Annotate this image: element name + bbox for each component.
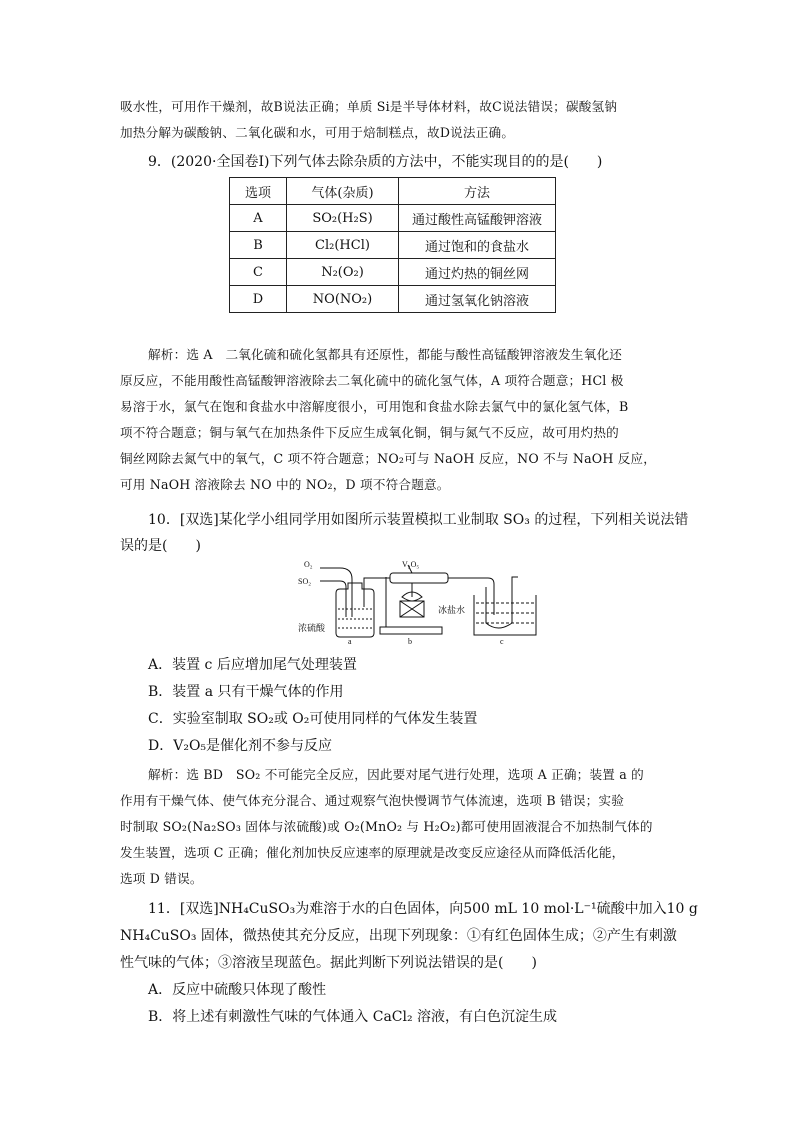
u-tube-c <box>486 587 512 628</box>
q9-solution-line-6: 可用 NaOH 溶液除去 NO 中的 NO₂，D 项不符合题意。 <box>120 477 450 492</box>
q10-solution-line-4: 发生装置，选项 C 正确；催化剂加快反应速率的原理就是改变反应途径从而降低活化能， <box>120 845 625 860</box>
label-ice: 冰盐水 <box>438 605 466 615</box>
table-cell: A <box>230 205 287 232</box>
table-row <box>230 259 556 286</box>
q9-solution-line-4: 项不符合题意；铜与氧气在加热条件下反应生成氧化铜，铜与氮气不反应，故可用灼热的 <box>120 425 619 440</box>
table-cell: C <box>230 259 287 286</box>
intro-line-1: 吸水性，可用作干燥剂，故B说法正确；单质 Si是半导体材料，故C说法错误；碳酸氢钠 <box>120 99 618 114</box>
table-header: 选项 <box>230 178 287 205</box>
table-header: 方法 <box>399 178 556 205</box>
ice-bath-beaker <box>474 595 536 635</box>
table-cell: NO(NO₂) <box>287 286 399 313</box>
label-acid: 浓硫酸 <box>298 623 326 633</box>
label-a: a <box>348 637 352 646</box>
table-row <box>230 232 556 259</box>
table-cell: N₂(O₂) <box>287 259 399 286</box>
q10-solution-line-2: 作用有干燥气体、使气体充分混合、通过观察气泡快慢调节气体流速，选项 B 错误；实验 <box>120 793 625 808</box>
label-c: c <box>500 637 504 646</box>
q11-option-b: B．将上述有刺激性气味的气体通入 CaCl₂ 溶液，有白色沉淀生成 <box>148 1009 558 1025</box>
table-cell: B <box>230 232 287 259</box>
q11-option-a: A．反应中硫酸只体现了酸性 <box>148 982 327 998</box>
q10-option-b: B．装置 a 只有干燥气体的作用 <box>148 684 344 700</box>
table-header-row <box>230 178 556 205</box>
q10-solution-line-3: 时制取 SO₂(Na₂SO₃ 固体与浓硫酸)或 O₂(MnO₂ 与 H₂O₂)都可使用固液混合不加热制气体的 <box>120 819 653 834</box>
q10-stem-line-1: 10．[双选]某化学小组同学用如图所示装置模拟工业制取 SO₃ 的过程，下列相关说法错 <box>148 512 689 528</box>
q11-stem-line-1: 11．[双选]NH₄CuSO₃为难溶于水的白色固体，向500 mL 10 mol·L⁻¹硫酸中加入10 g <box>148 901 698 917</box>
q10-option-a: A．装置 c 后应增加尾气处理装置 <box>148 657 357 673</box>
table-cell: 通过饱和的食盐水 <box>399 232 556 259</box>
table-row <box>230 205 556 232</box>
q10-solution-line-5: 选项 D 错误。 <box>120 871 203 886</box>
q9-solution-line-5: 铜丝网除去氮气中的氧气，C 项不符合题意；NO₂可与 NaOH 反应，NO 不与 NaOH 反应， <box>120 451 657 466</box>
q9-solution-line-1: 解析：选 A 二氧化硫和硫化氢都具有还原性，都能与酸性高锰酸钾溶液发生氧化还 <box>148 347 623 362</box>
label-b: b <box>408 637 412 646</box>
q10-stem-line-2: 误的是( ) <box>120 538 201 554</box>
table-cell: SO₂(H₂S) <box>287 205 399 232</box>
apparatus-figure <box>290 557 540 647</box>
stand-base <box>380 627 442 634</box>
table-cell: 通过氢氧化钠溶液 <box>399 286 556 313</box>
table-header: 气体(杂质) <box>287 178 399 205</box>
wash-bottle-a <box>336 583 374 637</box>
q9-solution-line-3: 易溶于水，氯气在饱和食盐水中溶解度很小，可用饱和食盐水除去氯气中的氯化氢气体，B <box>120 399 629 414</box>
table-cell: D <box>230 286 287 313</box>
q10-option-c: C．实验室制取 SO₂或 O₂可使用同样的气体发生装置 <box>148 711 478 727</box>
q9-table <box>229 177 556 313</box>
reaction-tube-b <box>390 573 448 583</box>
q11-stem-line-3: 性气味的气体；③溶液呈现蓝色。据此判断下列说法错误的是( ) <box>120 955 537 971</box>
table-cell: 通过酸性高锰酸钾溶液 <box>399 205 556 232</box>
intro-line-2: 加热分解为碳酸钠、二氧化碳和水，可用于焙制糕点，故D说法正确。 <box>120 125 515 140</box>
q10-solution-line-1: 解析：选 BD SO₂ 不可能完全反应，因此要对尾气进行处理，选项 A 正确；装置 a 的 <box>148 767 644 782</box>
label-v2o5: V₂O₅ <box>402 560 420 569</box>
inlet-tube-a2 <box>340 581 346 617</box>
q9-stem: 9．(2020·全国卷Ⅰ)下列气体去除杂质的方法中，不能实现目的的是( ) <box>148 154 603 170</box>
q10-option-d: D．V₂O₅是催化剂不参与反应 <box>148 738 333 754</box>
q9-solution-line-2: 原反应，不能用酸性高锰酸钾溶液除去二氧化硫中的硫化氢气体，A 项符合题意；HCl 极 <box>120 373 624 388</box>
label-so2: SO₂ <box>298 577 312 586</box>
u-tube-outlet <box>512 577 518 587</box>
label-o2: O₂ <box>304 560 313 569</box>
table-row <box>230 286 556 313</box>
table-cell: 通过灼热的铜丝网 <box>399 259 556 286</box>
table-cell: Cl₂(HCl) <box>287 232 399 259</box>
q11-stem-line-2: NH₄CuSO₃ 固体，微热使其充分反应，出现下列现象：①有红色固体生成；②产生有刺激 <box>120 928 677 944</box>
